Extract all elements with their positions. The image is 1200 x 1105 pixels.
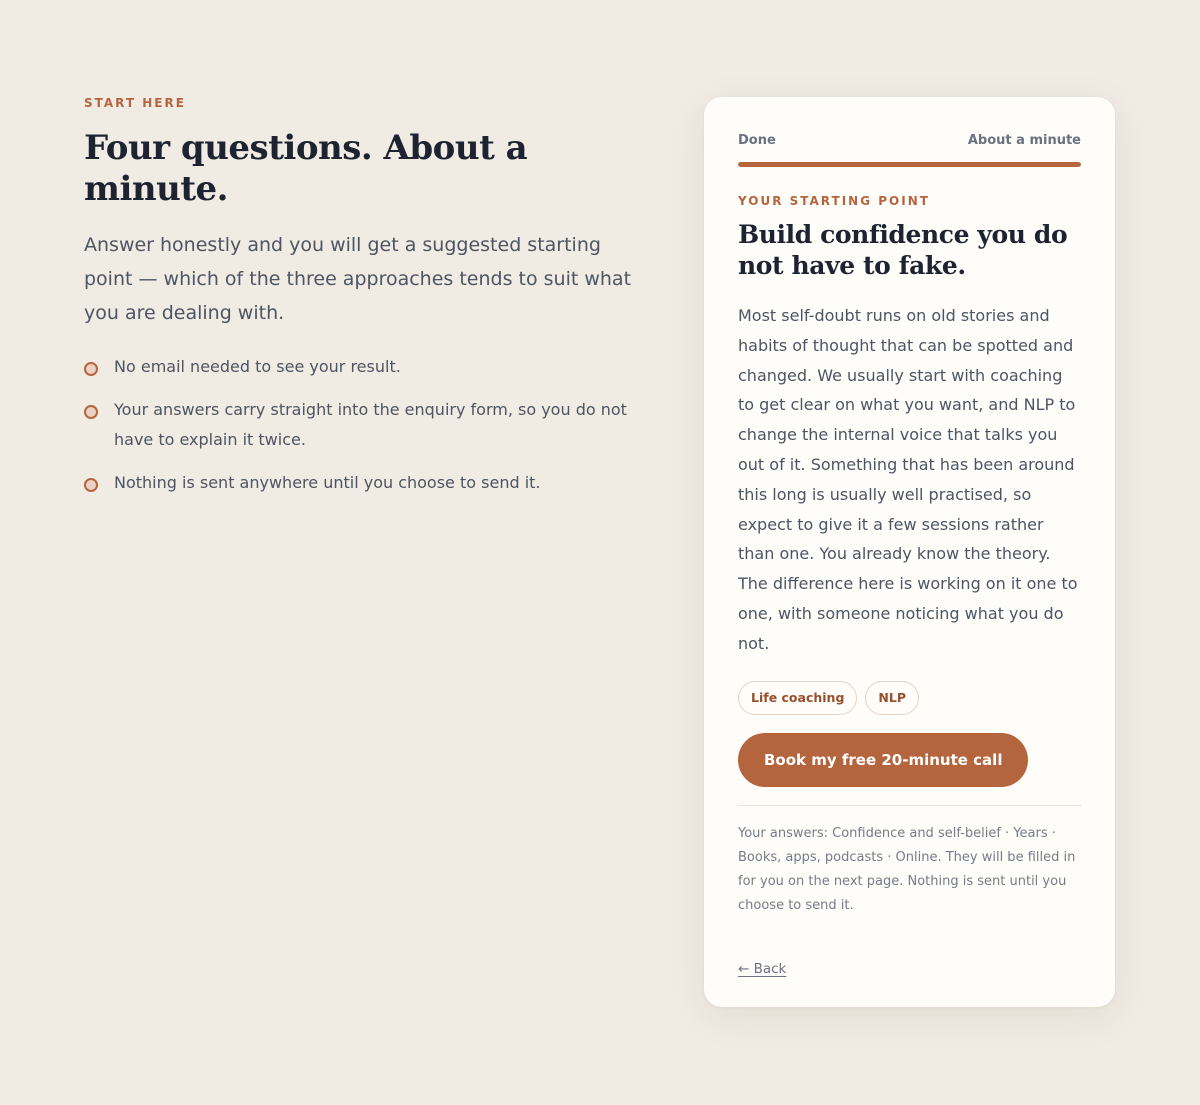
result-description: Most self-doubt runs on old stories and habits of thought that can be spotted and changed. We usually start with coaching to get clear on what you want, and NLP to change the internal voice that talks you out of it. Something that has been around this long is usually well practised, so expect to give it a few sessions rather than one. You already know the theory. The difference here is working on it one to one, with someone noticing what you do not. xyxy=(738,306,1078,653)
benefit-item xyxy=(84,395,644,455)
benefit-item xyxy=(84,352,644,382)
benefit-text: Your answers carry straight into the enquiry form, so you do not have to explain it twice. xyxy=(114,399,627,449)
result-card xyxy=(704,97,1115,1007)
bullet-dot-icon xyxy=(84,362,98,376)
tag-life-coaching: Life coaching xyxy=(738,681,857,715)
benefit-list xyxy=(84,352,644,498)
answers-summary: Your answers: Confidence and self-belief · Years · Books, apps, podcasts · Online. They will be filled in for you on the next page. Nothing is sent until you choose to send it. xyxy=(738,825,1076,914)
tag-nlp: NLP xyxy=(865,681,919,715)
page-title: Four questions. About a minute. xyxy=(84,128,528,209)
bullet-dot-icon xyxy=(84,405,98,419)
intro-eyebrow: START HERE xyxy=(84,96,186,110)
progress-time-estimate: About a minute xyxy=(967,133,1081,148)
progress-header xyxy=(738,133,1081,148)
bullet-dot-icon xyxy=(84,478,98,492)
approach-tags xyxy=(738,681,1081,715)
progress-bar xyxy=(738,162,1081,167)
intro-lede: Answer honestly and you will get a suggested starting point — which of the three approaches tends to suit what you are dealing with. xyxy=(84,233,632,324)
divider xyxy=(738,805,1081,806)
intro-section xyxy=(84,96,644,511)
progress-fill xyxy=(738,162,1081,167)
benefit-text: Nothing is sent anywhere until you choose to send it. xyxy=(114,472,541,492)
book-call-button[interactable]: Book my free 20-minute call xyxy=(738,733,1028,787)
result-title: Build confidence you do not have to fake. xyxy=(738,220,1068,280)
back-link[interactable]: ← Back xyxy=(738,960,787,977)
benefit-item xyxy=(84,468,644,498)
benefit-text: No email needed to see your result. xyxy=(114,356,401,376)
result-eyebrow: YOUR STARTING POINT xyxy=(738,194,930,208)
progress-status: Done xyxy=(738,133,776,148)
